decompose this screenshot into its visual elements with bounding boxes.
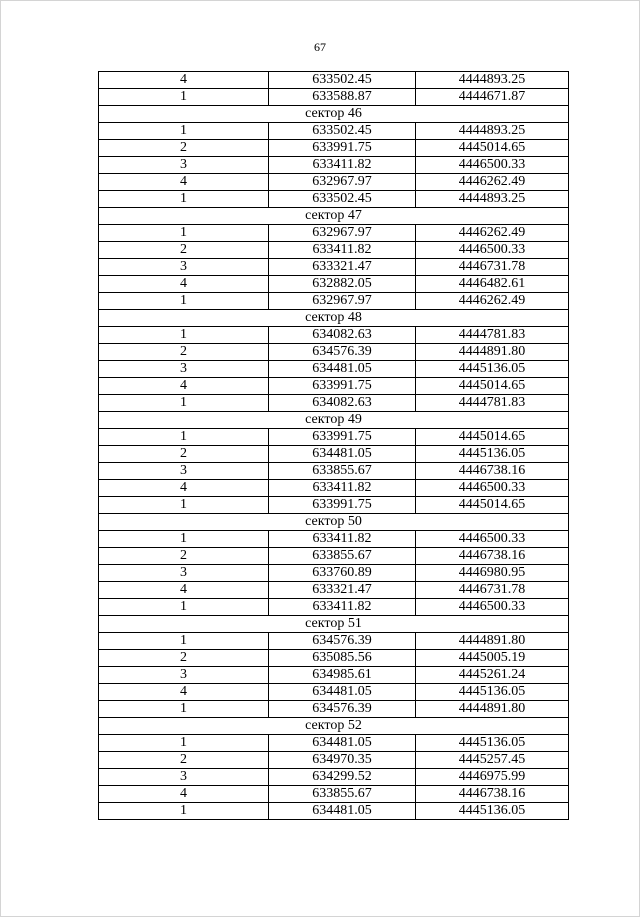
x-coordinate-cell: 633991.75 — [269, 497, 416, 514]
table-row — [99, 752, 569, 769]
table-row — [99, 480, 569, 497]
point-number-cell: 3 — [99, 157, 269, 174]
table-row — [99, 667, 569, 684]
y-coordinate-cell: 4445136.05 — [416, 361, 569, 378]
y-coordinate-cell: 4446262.49 — [416, 225, 569, 242]
x-coordinate-cell: 633411.82 — [269, 157, 416, 174]
table-row — [99, 463, 569, 480]
point-number-cell: 2 — [99, 446, 269, 463]
y-coordinate-cell: 4445014.65 — [416, 140, 569, 157]
point-number-cell: 4 — [99, 684, 269, 701]
sector-header-row — [99, 616, 569, 633]
point-number-cell: 4 — [99, 72, 269, 89]
table-row — [99, 497, 569, 514]
point-number-cell: 2 — [99, 140, 269, 157]
table-row — [99, 633, 569, 650]
x-coordinate-cell: 634985.61 — [269, 667, 416, 684]
y-coordinate-cell: 4445136.05 — [416, 735, 569, 752]
x-coordinate-cell: 633991.75 — [269, 140, 416, 157]
y-coordinate-cell: 4445136.05 — [416, 446, 569, 463]
y-coordinate-cell: 4446738.16 — [416, 548, 569, 565]
x-coordinate-cell: 633321.47 — [269, 259, 416, 276]
sector-header: сектор 48 — [99, 310, 569, 327]
point-number-cell: 2 — [99, 344, 269, 361]
x-coordinate-cell: 634082.63 — [269, 395, 416, 412]
table-row — [99, 684, 569, 701]
table-row — [99, 565, 569, 582]
point-number-cell: 1 — [99, 89, 269, 106]
x-coordinate-cell: 633502.45 — [269, 123, 416, 140]
table-row — [99, 174, 569, 191]
y-coordinate-cell: 4446975.99 — [416, 769, 569, 786]
y-coordinate-cell: 4445014.65 — [416, 429, 569, 446]
y-coordinate-cell: 4446731.78 — [416, 582, 569, 599]
x-coordinate-cell: 633588.87 — [269, 89, 416, 106]
point-number-cell: 3 — [99, 361, 269, 378]
table-row — [99, 327, 569, 344]
x-coordinate-cell: 634299.52 — [269, 769, 416, 786]
point-number-cell: 1 — [99, 327, 269, 344]
table-row — [99, 191, 569, 208]
x-coordinate-cell: 633855.67 — [269, 463, 416, 480]
x-coordinate-cell: 633502.45 — [269, 72, 416, 89]
point-number-cell: 2 — [99, 242, 269, 259]
point-number-cell: 3 — [99, 667, 269, 684]
x-coordinate-cell: 634481.05 — [269, 446, 416, 463]
table-row — [99, 582, 569, 599]
x-coordinate-cell: 632882.05 — [269, 276, 416, 293]
table-row — [99, 395, 569, 412]
table-row — [99, 429, 569, 446]
y-coordinate-cell: 4444893.25 — [416, 191, 569, 208]
point-number-cell: 1 — [99, 429, 269, 446]
sector-header: сектор 51 — [99, 616, 569, 633]
table-row — [99, 344, 569, 361]
y-coordinate-cell: 4444781.83 — [416, 327, 569, 344]
table-row — [99, 650, 569, 667]
table-row — [99, 786, 569, 803]
point-number-cell: 1 — [99, 633, 269, 650]
sector-header-row — [99, 310, 569, 327]
x-coordinate-cell: 633321.47 — [269, 582, 416, 599]
y-coordinate-cell: 4445257.45 — [416, 752, 569, 769]
table-row — [99, 701, 569, 718]
point-number-cell: 4 — [99, 174, 269, 191]
table-row — [99, 599, 569, 616]
point-number-cell: 3 — [99, 769, 269, 786]
x-coordinate-cell: 634481.05 — [269, 684, 416, 701]
y-coordinate-cell: 4446731.78 — [416, 259, 569, 276]
point-number-cell: 3 — [99, 259, 269, 276]
page-number: 67 — [314, 40, 326, 54]
table-row — [99, 225, 569, 242]
y-coordinate-cell: 4446262.49 — [416, 174, 569, 191]
point-number-cell: 4 — [99, 480, 269, 497]
sector-header: сектор 49 — [99, 412, 569, 429]
x-coordinate-cell: 633760.89 — [269, 565, 416, 582]
point-number-cell: 1 — [99, 735, 269, 752]
point-number-cell: 3 — [99, 565, 269, 582]
coordinates-table — [98, 71, 569, 820]
y-coordinate-cell: 4446482.61 — [416, 276, 569, 293]
x-coordinate-cell: 633991.75 — [269, 378, 416, 395]
y-coordinate-cell: 4445014.65 — [416, 378, 569, 395]
table-row — [99, 548, 569, 565]
table-row — [99, 769, 569, 786]
table-row — [99, 378, 569, 395]
y-coordinate-cell: 4445136.05 — [416, 684, 569, 701]
point-number-cell: 1 — [99, 701, 269, 718]
point-number-cell: 2 — [99, 548, 269, 565]
x-coordinate-cell: 635085.56 — [269, 650, 416, 667]
table-row — [99, 293, 569, 310]
y-coordinate-cell: 4444891.80 — [416, 344, 569, 361]
x-coordinate-cell: 634481.05 — [269, 361, 416, 378]
table-row — [99, 446, 569, 463]
x-coordinate-cell: 633411.82 — [269, 480, 416, 497]
sector-header-row — [99, 514, 569, 531]
x-coordinate-cell: 634576.39 — [269, 633, 416, 650]
table-row — [99, 361, 569, 378]
point-number-cell: 1 — [99, 599, 269, 616]
sector-header-row — [99, 106, 569, 123]
point-number-cell: 4 — [99, 378, 269, 395]
y-coordinate-cell: 4446738.16 — [416, 463, 569, 480]
table-row — [99, 735, 569, 752]
x-coordinate-cell: 634082.63 — [269, 327, 416, 344]
y-coordinate-cell: 4446738.16 — [416, 786, 569, 803]
point-number-cell: 1 — [99, 191, 269, 208]
x-coordinate-cell: 632967.97 — [269, 293, 416, 310]
point-number-cell: 1 — [99, 395, 269, 412]
point-number-cell: 2 — [99, 752, 269, 769]
x-coordinate-cell: 632967.97 — [269, 225, 416, 242]
sector-header: сектор 47 — [99, 208, 569, 225]
y-coordinate-cell: 4444671.87 — [416, 89, 569, 106]
sector-header-row — [99, 412, 569, 429]
x-coordinate-cell: 632967.97 — [269, 174, 416, 191]
point-number-cell: 1 — [99, 225, 269, 242]
y-coordinate-cell: 4446980.95 — [416, 565, 569, 582]
x-coordinate-cell: 634481.05 — [269, 803, 416, 820]
coordinates-table-body — [99, 72, 569, 820]
y-coordinate-cell: 4445261.24 — [416, 667, 569, 684]
table-row — [99, 89, 569, 106]
y-coordinate-cell: 4446500.33 — [416, 242, 569, 259]
point-number-cell: 1 — [99, 497, 269, 514]
y-coordinate-cell: 4446500.33 — [416, 531, 569, 548]
y-coordinate-cell: 4444893.25 — [416, 123, 569, 140]
sector-header-row — [99, 718, 569, 735]
point-number-cell: 1 — [99, 123, 269, 140]
point-number-cell: 3 — [99, 463, 269, 480]
point-number-cell: 4 — [99, 786, 269, 803]
x-coordinate-cell: 633411.82 — [269, 599, 416, 616]
y-coordinate-cell: 4446262.49 — [416, 293, 569, 310]
point-number-cell: 1 — [99, 803, 269, 820]
y-coordinate-cell: 4446500.33 — [416, 599, 569, 616]
y-coordinate-cell: 4444781.83 — [416, 395, 569, 412]
table-row — [99, 276, 569, 293]
y-coordinate-cell: 4446500.33 — [416, 157, 569, 174]
y-coordinate-cell: 4445014.65 — [416, 497, 569, 514]
y-coordinate-cell: 4444891.80 — [416, 701, 569, 718]
x-coordinate-cell: 633502.45 — [269, 191, 416, 208]
sector-header: сектор 46 — [99, 106, 569, 123]
sector-header: сектор 50 — [99, 514, 569, 531]
table-row — [99, 803, 569, 820]
point-number-cell: 4 — [99, 582, 269, 599]
y-coordinate-cell: 4444891.80 — [416, 633, 569, 650]
table-row — [99, 140, 569, 157]
point-number-cell: 4 — [99, 276, 269, 293]
point-number-cell: 1 — [99, 293, 269, 310]
table-row — [99, 123, 569, 140]
y-coordinate-cell: 4444893.25 — [416, 72, 569, 89]
x-coordinate-cell: 634576.39 — [269, 701, 416, 718]
x-coordinate-cell: 634576.39 — [269, 344, 416, 361]
point-number-cell: 2 — [99, 650, 269, 667]
x-coordinate-cell: 633411.82 — [269, 242, 416, 259]
table-row — [99, 259, 569, 276]
y-coordinate-cell: 4446500.33 — [416, 480, 569, 497]
table-row — [99, 242, 569, 259]
sector-header: сектор 52 — [99, 718, 569, 735]
y-coordinate-cell: 4445005.19 — [416, 650, 569, 667]
table-row — [99, 72, 569, 89]
y-coordinate-cell: 4445136.05 — [416, 803, 569, 820]
x-coordinate-cell: 633855.67 — [269, 786, 416, 803]
x-coordinate-cell: 634970.35 — [269, 752, 416, 769]
point-number-cell: 1 — [99, 531, 269, 548]
x-coordinate-cell: 633411.82 — [269, 531, 416, 548]
sector-header-row — [99, 208, 569, 225]
x-coordinate-cell: 634481.05 — [269, 735, 416, 752]
table-row — [99, 531, 569, 548]
x-coordinate-cell: 633855.67 — [269, 548, 416, 565]
table-row — [99, 157, 569, 174]
x-coordinate-cell: 633991.75 — [269, 429, 416, 446]
